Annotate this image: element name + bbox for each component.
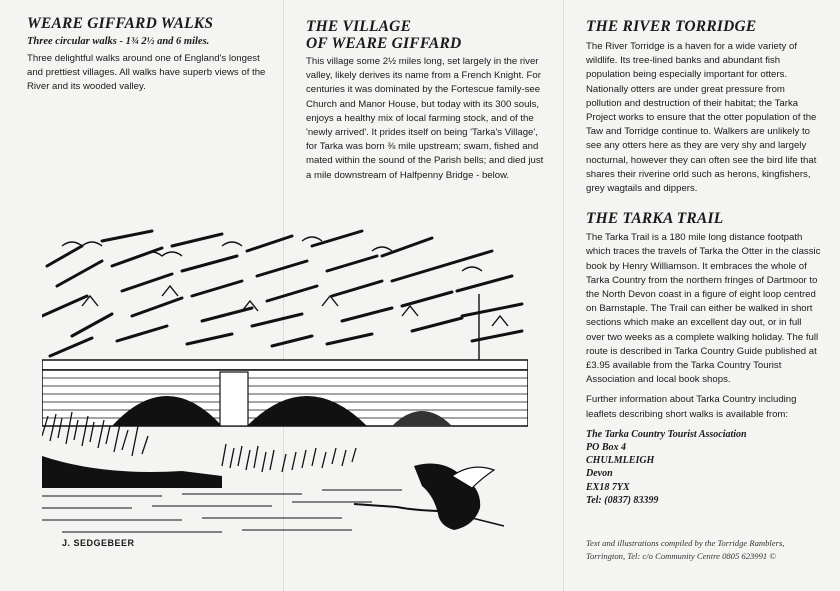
address-line4: EX18 7YX [586, 481, 630, 493]
credits [586, 537, 826, 563]
riverbank-shadow [42, 456, 222, 488]
walks-subtitle: Three circular walks - 1¾ 2½ and 6 miles. [27, 36, 210, 47]
address-org: The Tarka Country Tourist Association [586, 428, 747, 440]
village-body: This village some 2½ miles long, set largely in the river valley, likely derives its name from a French Knight. For centuries it was dominated by the Fortescue family-see Church and Manor House, but today with its 300 souls, enjoys a healthy mix of local farming stock, and of the 'newly arrived'. It prides itself on being 'Tarka's Village', for Tarka was born ⅜ mile upstream; swam, fished and mated within the sound of the Parish bells; and died just a mile downstream of Halfpenny Bridge - below. [306, 56, 544, 181]
fold-line-right [563, 0, 564, 591]
river-body: The River Torridge is a haven for a wide variety of wildlife. Its tree-lined banks and abundant fish population being especially important for otters. Nationally otters are under great pressure from pollution and destruction of their habitat; the Tarka Project works to ensure that the otter population of the Taw and Torridge continue to. Walkers are unlikely to see any otters here as they are very shy and largely nocturnal, however they can often see the bird life that shares their riverine orld such as herons, kingfishers, grey wagtails and dippers. [586, 41, 817, 195]
address-line3: Devon [586, 468, 613, 480]
village-title-line1: THE VILLAGE [306, 18, 412, 35]
village-title-line2: OF WEARE GIFFARD [306, 35, 462, 52]
bridge [42, 360, 528, 426]
walks-title: WEARE GIFFARD WALKS [27, 15, 214, 32]
credit-line1: Text and illustrations compiled by the Torridge Ramblers, [586, 538, 785, 548]
heron-icon [354, 464, 504, 530]
water-ripples [42, 490, 402, 532]
bridge-heron-illustration [42, 226, 528, 556]
address-tel: Tel: (0837) 83399 [586, 494, 659, 506]
walks-body: Three delightful walks around one of England's longest and prettiest villages. All walks have superb views of the River and its wooded valley. [27, 53, 266, 93]
river-title: THE RIVER TORRIDGE [586, 18, 757, 35]
trail-body: The Tarka Trail is a 180 mile long distance footpath which traces the travels of Tarka the Otter in the classic book by Henry Williamson. It embraces the whole of Tarka Country from the northern fringes of Dartmoor to the North Devon coast in a figure of eight loop centred on Barnstaple. The Trail can either be walked in short sections which make an excellent day out, or in full over two weeks as a complete walking holiday. The full route is described in Tarka Country Guide published at £3.95 available from the Tarka Country Tourist Association and local book shops. [586, 232, 821, 386]
address-line1: PO Box 4 [586, 442, 626, 454]
contact-address [586, 428, 822, 507]
trail-title: THE TARKA TRAIL [586, 210, 724, 228]
panel-river-trail [586, 18, 822, 507]
trees-hatching [42, 231, 522, 356]
credit-line2: Torrington, Tel: c/o Community Centre 0805 623991 © [586, 551, 776, 561]
panel-walks [27, 14, 272, 95]
address-line2: CHULMLEIGH [586, 455, 655, 467]
artist-signature: J. SEDGEBEER [62, 538, 135, 548]
illustration-svg [42, 226, 528, 556]
trees-fine [62, 237, 508, 326]
panel-village [306, 18, 546, 183]
further-info: Further information about Tarka Country including leaflets describing short walks is available from: [586, 394, 797, 420]
